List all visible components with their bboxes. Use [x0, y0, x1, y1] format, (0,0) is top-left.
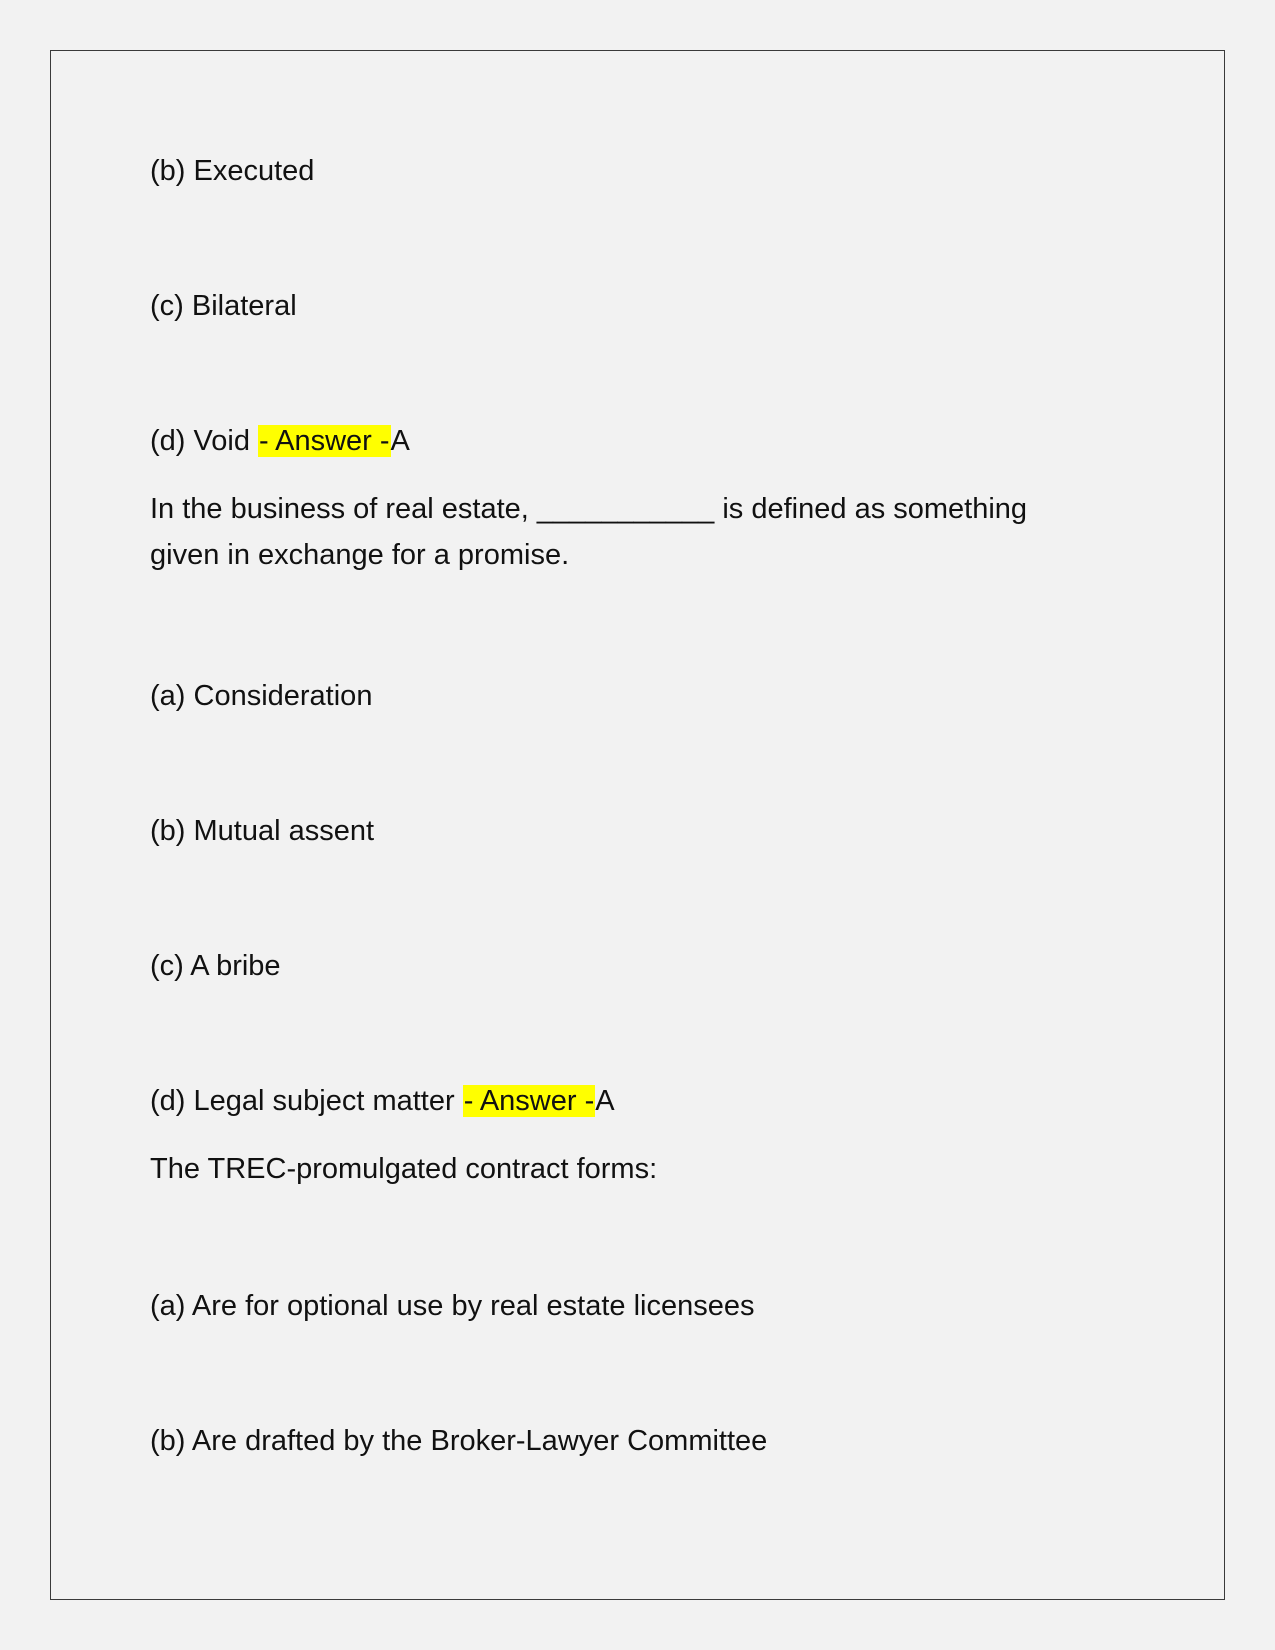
option-c-bribe: (c) A bribe	[150, 950, 281, 982]
option-c-bilateral: (c) Bilateral	[150, 290, 297, 322]
option-b-mutual-assent: (b) Mutual assent	[150, 815, 375, 847]
answer-letter: A	[595, 1085, 615, 1117]
option-d-legal-subject-matter	[150, 1078, 615, 1124]
option-b-executed: (b) Executed	[150, 155, 315, 187]
option-b-broker-lawyer: (b) Are drafted by the Broker-Lawyer Committee	[150, 1425, 768, 1457]
answer-letter: A	[390, 425, 410, 457]
option-d-void	[150, 418, 410, 464]
option-a-consideration: (a) Consideration	[150, 680, 373, 712]
option-text: (d) Void	[150, 425, 258, 457]
question-trec-forms: The TREC-promulgated contract forms:	[150, 1153, 658, 1185]
question-consideration: In the business of real estate, ___________ is defined as something given in exchange for a promise.	[150, 493, 1028, 571]
answer-highlight: - Answer -	[463, 1085, 595, 1117]
option-text: (d) Legal subject matter	[150, 1085, 463, 1117]
answer-highlight: - Answer -	[259, 425, 390, 457]
option-a-optional-use: (a) Are for optional use by real estate licensees	[150, 1290, 755, 1322]
